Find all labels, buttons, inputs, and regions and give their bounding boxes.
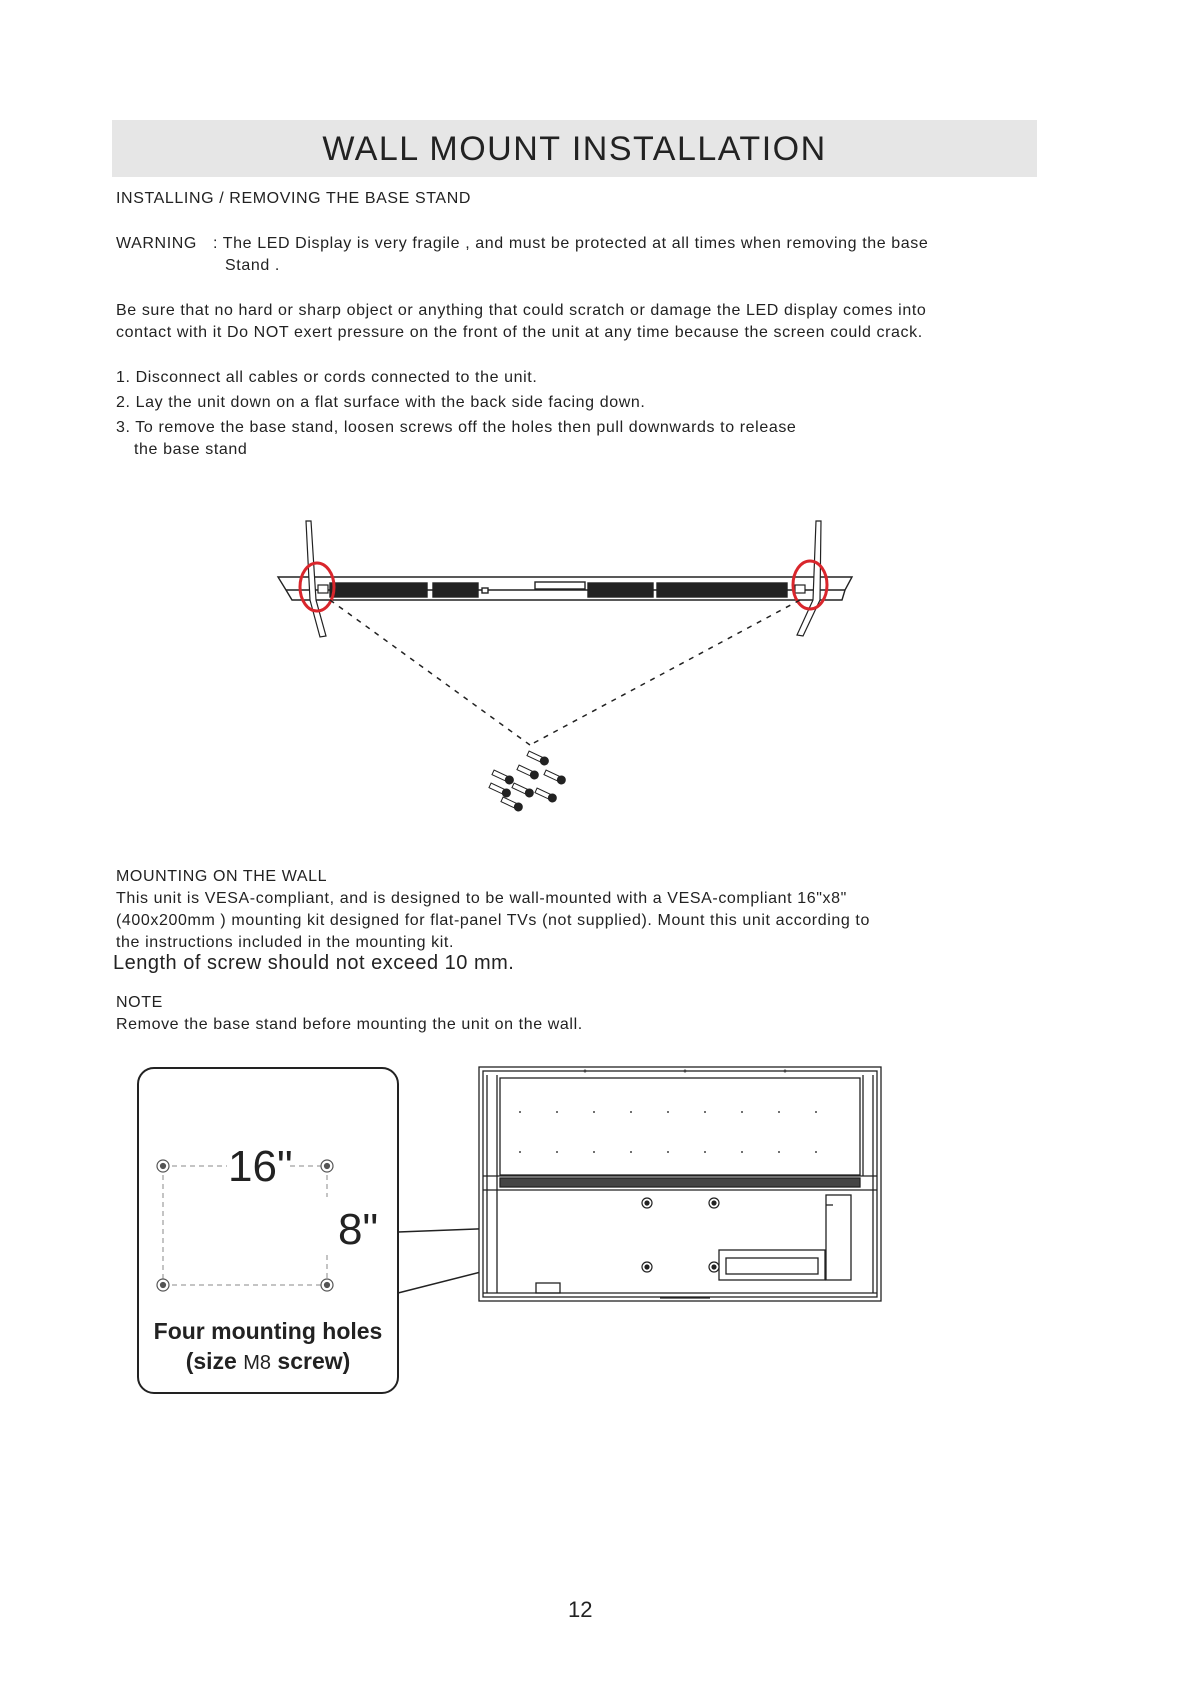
- caption-line2-prefix: (size: [185, 1348, 244, 1374]
- step-3: 3. To remove the base stand, loosen screws off the holes then pull downwards to release: [116, 419, 797, 436]
- caption-line1: Four mounting holes: [153, 1318, 383, 1344]
- dimension-height-label: 8": [338, 1205, 379, 1254]
- warning-label: WARNING: [116, 235, 197, 252]
- page-number: 12: [568, 1597, 593, 1622]
- step-2: 2. Lay the unit down on a flat surface with the back side facing down.: [116, 394, 646, 411]
- dimension-width-label: 16": [228, 1142, 293, 1191]
- tv-back-view: [479, 1067, 881, 1301]
- step-3-continued: the base stand: [134, 441, 248, 458]
- step-1: 1. Disconnect all cables or cords connected to the unit.: [116, 369, 538, 386]
- warning-text-line2: Stand .: [225, 257, 280, 274]
- mounting-text-line3: the instructions included in the mounting kit.: [116, 934, 454, 951]
- mounting-text-line2: (400x200mm ) mounting kit designed for flat-panel TVs (not supplied). Mount this unit according to: [116, 912, 870, 929]
- note-body: Remove the base stand before mounting the unit on the wall.: [116, 1016, 583, 1033]
- screw-length-note: Length of screw should not exceed 10 mm.: [113, 952, 515, 974]
- caution-text-line1: Be sure that no hard or sharp object or anything that could scratch or damage the LED display comes into: [116, 302, 927, 319]
- section-heading-wall-mounting: MOUNTING ON THE WALL: [116, 868, 328, 885]
- caption-line2-suffix: screw): [271, 1348, 351, 1374]
- warning-text-line1: : The LED Display is very fragile , and must be protected at all times when removing the base: [213, 235, 929, 252]
- note-heading: NOTE: [116, 994, 163, 1011]
- caption-line2: [138, 1348, 398, 1375]
- screw-size: M8: [243, 1352, 272, 1374]
- section-heading-base-stand: INSTALLING / REMOVING THE BASE STAND: [116, 190, 471, 207]
- caution-text-line2: contact with it Do NOT exert pressure on the front of the unit at any time because the screen could crack.: [116, 324, 923, 341]
- mounting-text-line1: This unit is VESA-compliant, and is designed to be wall-mounted with a VESA-compliant 16"x8": [116, 890, 847, 907]
- page-title: WALL MOUNT INSTALLATION: [322, 130, 827, 168]
